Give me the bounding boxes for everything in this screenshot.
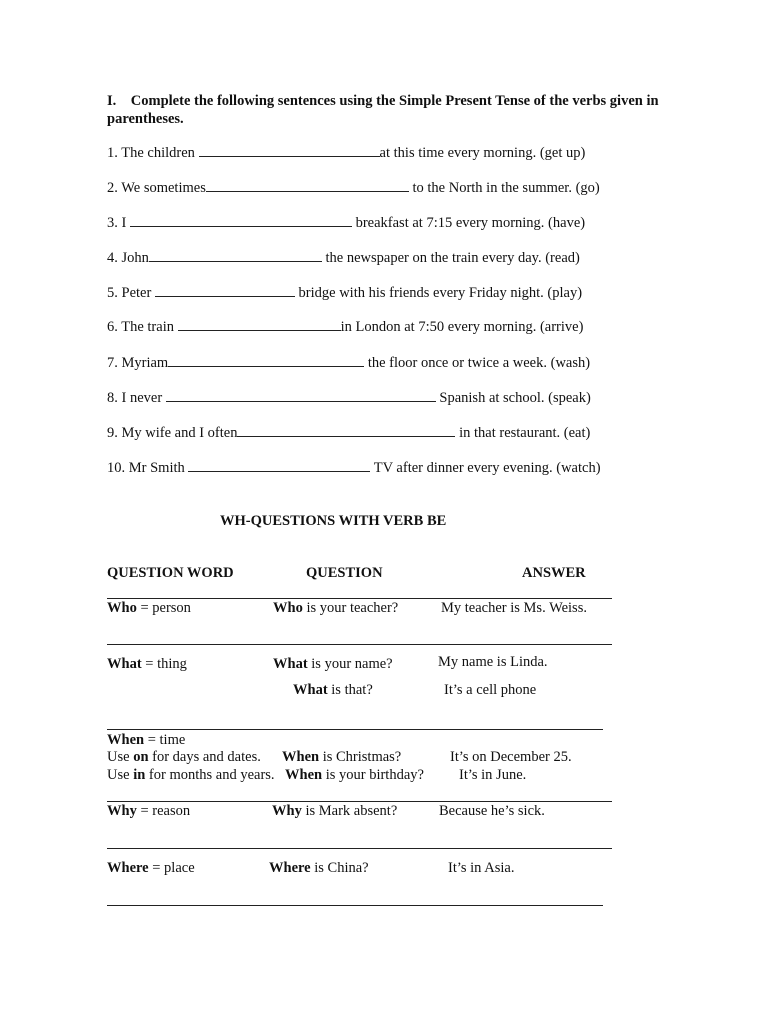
- where-answer: It’s in Asia.: [448, 860, 515, 876]
- when-answer-2: It’s in June.: [459, 767, 527, 783]
- divider: [107, 598, 612, 599]
- divider: [107, 801, 612, 802]
- exercise-5-before: 5. Peter: [107, 285, 155, 301]
- why-word: Why = reason: [107, 803, 191, 819]
- divider: [107, 905, 603, 906]
- exercise-3-blank[interactable]: [130, 214, 352, 227]
- who-answer: My teacher is Ms. Weiss.: [441, 600, 587, 616]
- instruction-number: I.: [107, 93, 117, 109]
- exercise-2: [107, 179, 600, 197]
- exercise-9-before: 9. My wife and I often: [107, 425, 238, 441]
- when-usage-in: Use in for months and years.: [107, 767, 275, 783]
- why-answer: Because he’s sick.: [439, 803, 545, 819]
- what-word: What = thing: [107, 656, 187, 672]
- exercise-5-blank[interactable]: [155, 284, 295, 297]
- exercise-9: [107, 424, 590, 442]
- when-usage-on: Use on for days and dates.: [107, 749, 261, 765]
- where-question: Where is China?: [269, 860, 369, 876]
- instruction: [107, 92, 707, 128]
- exercise-3: [107, 214, 585, 232]
- exercise-4: [107, 249, 580, 267]
- exercise-10-before: 10. Mr Smith: [107, 460, 189, 476]
- exercise-6-after: in London at 7:50 every morning. (arrive): [340, 319, 584, 335]
- exercise-7-after: the floor once or twice a week. (wash): [364, 355, 591, 371]
- exercise-6: [107, 318, 583, 336]
- what-question-2: What is that?: [293, 682, 373, 698]
- exercise-6-blank[interactable]: [178, 318, 341, 331]
- header-answer: ANSWER: [522, 565, 586, 581]
- when-word: When = time: [107, 732, 186, 748]
- exercise-1-blank[interactable]: [199, 144, 380, 157]
- header-question: QUESTION: [306, 565, 383, 581]
- instruction-text: Complete the following sentences using the Simple Present Tense of the verbs given in parentheses.: [107, 93, 659, 127]
- exercise-2-after: to the North in the summer. (go): [408, 180, 600, 196]
- exercise-8-blank[interactable]: [166, 389, 436, 402]
- exercise-6-before: 6. The train: [107, 319, 178, 335]
- exercise-9-blank[interactable]: [237, 424, 455, 437]
- divider: [107, 729, 603, 730]
- exercise-7-before: 7. Myriam: [107, 355, 169, 371]
- who-word: Who = person: [107, 600, 191, 616]
- exercise-1-before: 1. The children: [107, 145, 199, 161]
- header-question-word: QUESTION WORD: [107, 565, 234, 581]
- exercise-10-after: TV after dinner every evening. (watch): [370, 460, 601, 476]
- what-question-1: What is your name?: [273, 656, 393, 672]
- exercise-5: [107, 284, 582, 302]
- why-question: Why is Mark absent?: [272, 803, 398, 819]
- exercise-9-after: in that restaurant. (eat): [455, 425, 591, 441]
- exercise-10-blank[interactable]: [188, 459, 370, 472]
- divider: [107, 848, 612, 849]
- exercise-1-after: at this time every morning. (get up): [379, 145, 586, 161]
- section-title: WH-QUESTIONS WITH VERB BE: [220, 513, 447, 529]
- where-word: Where = place: [107, 860, 195, 876]
- exercise-7: [107, 354, 590, 372]
- exercise-8-after: Spanish at school. (speak): [435, 390, 591, 406]
- who-question: Who is your teacher?: [273, 600, 399, 616]
- when-question-2: When is your birthday?: [285, 767, 424, 783]
- exercise-2-before: 2. We sometimes: [107, 180, 206, 196]
- exercise-4-after: the newspaper on the train every day. (read): [321, 250, 580, 266]
- exercise-1: [107, 144, 585, 162]
- what-answer-2: It’s a cell phone: [444, 682, 537, 698]
- exercise-4-before: 4. John: [107, 250, 149, 266]
- exercise-5-after: bridge with his friends every Friday night. (play): [294, 285, 583, 301]
- exercise-3-before: 3. I: [107, 215, 130, 231]
- divider: [107, 644, 612, 645]
- what-answer-1: My name is Linda.: [438, 654, 548, 670]
- exercise-7-blank[interactable]: [168, 354, 364, 367]
- exercise-4-blank[interactable]: [149, 249, 322, 262]
- when-question-1: When is Christmas?: [282, 749, 402, 765]
- exercise-10: [107, 459, 601, 477]
- exercise-8-before: 8. I never: [107, 390, 166, 406]
- when-answer-1: It’s on December 25.: [450, 749, 572, 765]
- exercise-8: [107, 389, 591, 407]
- exercise-3-after: breakfast at 7:15 every morning. (have): [351, 215, 586, 231]
- exercise-2-blank[interactable]: [206, 179, 409, 192]
